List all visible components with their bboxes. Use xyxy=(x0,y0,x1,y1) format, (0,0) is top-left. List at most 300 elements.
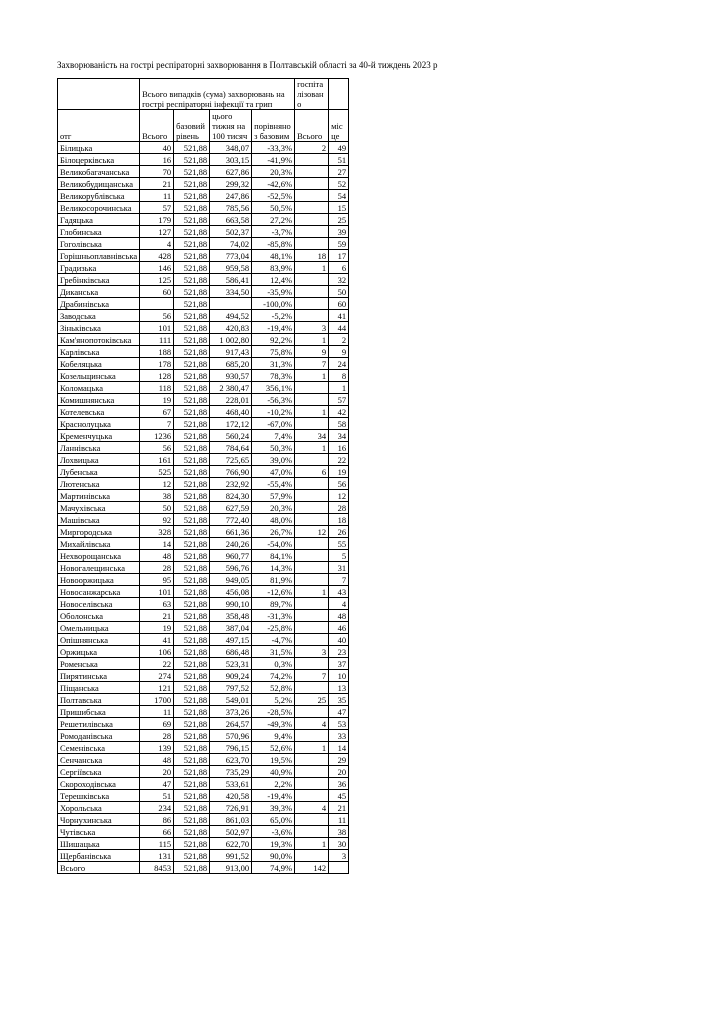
cell-per-100k: 264,57 xyxy=(210,718,252,730)
cell-vs-base: 84,1% xyxy=(252,550,295,562)
cell-vs-base: 81,9% xyxy=(252,574,295,586)
cell-place: 60 xyxy=(329,298,349,310)
cell-vs-base: -52,5% xyxy=(252,190,295,202)
cell-otg: Мачухівська xyxy=(58,502,140,514)
cell-hospitalized xyxy=(295,202,329,214)
cell-otg: Новооржицька xyxy=(58,574,140,586)
cell-hospitalized xyxy=(295,214,329,226)
cell-vs-base: 40,9% xyxy=(252,766,295,778)
cell-place: 46 xyxy=(329,622,349,634)
cell-hospitalized xyxy=(295,394,329,406)
cell-base-level: 521,88 xyxy=(174,178,210,190)
cell-total-cases: 11 xyxy=(140,190,174,202)
cell-otg: Семенівська xyxy=(58,742,140,754)
cell-place: 22 xyxy=(329,454,349,466)
cell-total-cases: 60 xyxy=(140,286,174,298)
cell-total-cases: 22 xyxy=(140,658,174,670)
cell-vs-base: -25,8% xyxy=(252,622,295,634)
cell-otg: Великосорочинська xyxy=(58,202,140,214)
cell-total-cases: 4 xyxy=(140,238,174,250)
cell-place: 21 xyxy=(329,802,349,814)
table-row xyxy=(58,634,349,646)
table-row xyxy=(58,754,349,766)
cell-place: 7 xyxy=(329,574,349,586)
cell-vs-base: 39,3% xyxy=(252,802,295,814)
cell-total-cases: 21 xyxy=(140,610,174,622)
cell-base-level: 521,88 xyxy=(174,442,210,454)
table-row xyxy=(58,838,349,850)
cell-place xyxy=(329,862,349,874)
cell-base-level: 521,88 xyxy=(174,478,210,490)
table-row xyxy=(58,418,349,430)
cell-total-cases: 47 xyxy=(140,778,174,790)
cell-hospitalized xyxy=(295,766,329,778)
cell-total-cases: 51 xyxy=(140,790,174,802)
cell-otg: Зіньківська xyxy=(58,322,140,334)
cell-otg: Хорольська xyxy=(58,802,140,814)
cell-base-level: 521,88 xyxy=(174,646,210,658)
cell-total-cases: 20 xyxy=(140,766,174,778)
cell-base-level: 521,88 xyxy=(174,490,210,502)
cell-per-100k: 334,50 xyxy=(210,286,252,298)
cell-base-level: 521,88 xyxy=(174,298,210,310)
cell-otg: Краснолуцька xyxy=(58,418,140,430)
cell-vs-base: 50,3% xyxy=(252,442,295,454)
table-row xyxy=(58,550,349,562)
table-row xyxy=(58,226,349,238)
cell-otg: Михайлівська xyxy=(58,538,140,550)
table-row xyxy=(58,358,349,370)
cell-hospitalized xyxy=(295,790,329,802)
cell-place: 33 xyxy=(329,730,349,742)
cell-total-cases: 92 xyxy=(140,514,174,526)
cell-total-cases: 63 xyxy=(140,598,174,610)
cell-hospitalized xyxy=(295,178,329,190)
cell-place: 41 xyxy=(329,310,349,322)
cell-place: 36 xyxy=(329,778,349,790)
cell-base-level: 521,88 xyxy=(174,310,210,322)
cell-vs-base: 14,3% xyxy=(252,562,295,574)
table-header-columns-row xyxy=(58,110,349,142)
table-row xyxy=(58,202,349,214)
table-row xyxy=(58,778,349,790)
cell-per-100k: 990,10 xyxy=(210,598,252,610)
cell-per-100k: 627,59 xyxy=(210,502,252,514)
cell-per-100k xyxy=(210,298,252,310)
cell-total-cases: 106 xyxy=(140,646,174,658)
cell-total-cases: 70 xyxy=(140,166,174,178)
cell-vs-base: -12,6% xyxy=(252,586,295,598)
cell-vs-base: -33,3% xyxy=(252,142,295,154)
cell-vs-base: 12,4% xyxy=(252,274,295,286)
cell-otg: Новогалещинська xyxy=(58,562,140,574)
cell-per-100k: 917,43 xyxy=(210,346,252,358)
cell-otg: Нехворощанська xyxy=(58,550,140,562)
cell-place: 51 xyxy=(329,154,349,166)
cell-hospitalized: 2 xyxy=(295,142,329,154)
table-row xyxy=(58,598,349,610)
table-row xyxy=(58,334,349,346)
cell-place: 26 xyxy=(329,526,349,538)
cell-per-100k: 560,24 xyxy=(210,430,252,442)
cell-hospitalized xyxy=(295,538,329,550)
cell-total-cases: 101 xyxy=(140,322,174,334)
cell-base-level: 521,88 xyxy=(174,262,210,274)
cell-base-level: 521,88 xyxy=(174,682,210,694)
cell-place: 2 xyxy=(329,334,349,346)
cell-otg: Оболонська xyxy=(58,610,140,622)
cell-hospitalized xyxy=(295,598,329,610)
cell-base-level: 521,88 xyxy=(174,334,210,346)
table-row xyxy=(58,538,349,550)
cell-hospitalized xyxy=(295,574,329,586)
cell-otg: Роменська xyxy=(58,658,140,670)
cell-per-100k: 785,56 xyxy=(210,202,252,214)
cell-otg: Великорублівська xyxy=(58,190,140,202)
cell-place: 11 xyxy=(329,814,349,826)
cell-place: 17 xyxy=(329,250,349,262)
header-empty-corner xyxy=(58,79,140,110)
cell-total-cases: 16 xyxy=(140,154,174,166)
cell-hospitalized xyxy=(295,286,329,298)
cell-base-level: 521,88 xyxy=(174,286,210,298)
cell-vs-base: 48,1% xyxy=(252,250,295,262)
table-row xyxy=(58,490,349,502)
cell-otg: Щербанівська xyxy=(58,850,140,862)
cell-hospitalized xyxy=(295,478,329,490)
cell-hospitalized xyxy=(295,490,329,502)
cell-base-level: 521,88 xyxy=(174,694,210,706)
cell-vs-base: 39,0% xyxy=(252,454,295,466)
cell-otg: Ланнівська xyxy=(58,442,140,454)
cell-place: 28 xyxy=(329,502,349,514)
cell-base-level: 521,88 xyxy=(174,358,210,370)
cell-vs-base: 74,2% xyxy=(252,670,295,682)
cell-otg: Терешківська xyxy=(58,790,140,802)
cell-place: 48 xyxy=(329,610,349,622)
cell-otg: Гоголівська xyxy=(58,238,140,250)
cell-otg: Чорнухинська xyxy=(58,814,140,826)
cell-total-cases: 146 xyxy=(140,262,174,274)
cell-total-cases: 48 xyxy=(140,754,174,766)
cell-per-100k: 796,15 xyxy=(210,742,252,754)
cell-otg: Сенчанська xyxy=(58,754,140,766)
table-row xyxy=(58,478,349,490)
cell-place: 6 xyxy=(329,262,349,274)
header-ghost-cell xyxy=(329,79,349,110)
cell-total-cases: 178 xyxy=(140,358,174,370)
cell-total-cases: 19 xyxy=(140,394,174,406)
cell-per-100k: 456,08 xyxy=(210,586,252,598)
cell-otg: Гадяцька xyxy=(58,214,140,226)
cell-vs-base: -3,6% xyxy=(252,826,295,838)
table-row xyxy=(58,610,349,622)
cell-hospitalized: 7 xyxy=(295,670,329,682)
cell-place: 25 xyxy=(329,214,349,226)
cell-base-level: 521,88 xyxy=(174,730,210,742)
cell-vs-base: -3,7% xyxy=(252,226,295,238)
cell-total-cases xyxy=(140,298,174,310)
cell-place: 42 xyxy=(329,406,349,418)
cell-total-cases: 21 xyxy=(140,178,174,190)
cell-total-cases: 48 xyxy=(140,550,174,562)
cell-hospitalized xyxy=(295,658,329,670)
cell-per-100k: 228,01 xyxy=(210,394,252,406)
cell-hospitalized xyxy=(295,550,329,562)
cell-per-100k: 303,15 xyxy=(210,154,252,166)
table-header xyxy=(58,79,349,142)
table-row xyxy=(58,238,349,250)
cell-hospitalized xyxy=(295,382,329,394)
cell-base-level: 521,88 xyxy=(174,454,210,466)
column-header-hospitalized-total: Всього xyxy=(295,110,329,142)
cell-place: 40 xyxy=(329,634,349,646)
cell-per-100k: 497,15 xyxy=(210,634,252,646)
cell-vs-base: -10,2% xyxy=(252,406,295,418)
cell-place: 31 xyxy=(329,562,349,574)
morbidity-table xyxy=(57,78,349,874)
cell-otg: Великобагачанська xyxy=(58,166,140,178)
cell-base-level: 521,88 xyxy=(174,406,210,418)
cell-base-level: 521,88 xyxy=(174,142,210,154)
cell-place: 32 xyxy=(329,274,349,286)
table-row xyxy=(58,850,349,862)
cell-otg: Лохвицька xyxy=(58,454,140,466)
cell-base-level: 521,88 xyxy=(174,370,210,382)
cell-hospitalized: 1 xyxy=(295,742,329,754)
cell-per-100k: 74,02 xyxy=(210,238,252,250)
cell-per-100k: 627,86 xyxy=(210,166,252,178)
cell-vs-base: -54,0% xyxy=(252,538,295,550)
cell-place: 15 xyxy=(329,202,349,214)
cell-place: 58 xyxy=(329,418,349,430)
cell-otg: Гребінківська xyxy=(58,274,140,286)
table-row xyxy=(58,466,349,478)
cell-otg: Всього xyxy=(58,862,140,874)
cell-per-100k: 420,83 xyxy=(210,322,252,334)
cell-total-cases: 8453 xyxy=(140,862,174,874)
cell-hospitalized: 1 xyxy=(295,838,329,850)
table-row xyxy=(58,562,349,574)
cell-vs-base: 356,1% xyxy=(252,382,295,394)
cell-total-cases: 28 xyxy=(140,730,174,742)
cell-hospitalized xyxy=(295,826,329,838)
cell-otg: Полтавська xyxy=(58,694,140,706)
cell-per-100k: 586,41 xyxy=(210,274,252,286)
cell-otg: Новосанжарська xyxy=(58,586,140,598)
cell-total-cases: 28 xyxy=(140,562,174,574)
table-row xyxy=(58,346,349,358)
cell-vs-base: 9,4% xyxy=(252,730,295,742)
cell-vs-base: 5,2% xyxy=(252,694,295,706)
cell-base-level: 521,88 xyxy=(174,274,210,286)
cell-per-100k: 373,26 xyxy=(210,706,252,718)
cell-base-level: 521,88 xyxy=(174,658,210,670)
cell-hospitalized xyxy=(295,682,329,694)
cell-vs-base: 2,2% xyxy=(252,778,295,790)
cell-vs-base: -85,8% xyxy=(252,238,295,250)
cell-otg: Білоцерківська xyxy=(58,154,140,166)
cell-vs-base: 26,7% xyxy=(252,526,295,538)
cell-total-cases: 161 xyxy=(140,454,174,466)
cell-per-100k: 913,00 xyxy=(210,862,252,874)
cell-otg: Котелевська xyxy=(58,406,140,418)
cell-otg: Білицька xyxy=(58,142,140,154)
cell-hospitalized xyxy=(295,778,329,790)
cell-total-cases: 50 xyxy=(140,502,174,514)
cell-hospitalized: 1 xyxy=(295,370,329,382)
cell-per-100k: 661,36 xyxy=(210,526,252,538)
cell-per-100k: 523,31 xyxy=(210,658,252,670)
table-total-row xyxy=(58,862,349,874)
cell-otg: Горішньоплавнівська xyxy=(58,250,140,262)
cell-base-level: 521,88 xyxy=(174,250,210,262)
cell-place: 23 xyxy=(329,646,349,658)
cell-per-100k: 299,32 xyxy=(210,178,252,190)
column-header-vs-base: порівняно з базовим xyxy=(252,110,295,142)
cell-per-100k: 622,70 xyxy=(210,838,252,850)
cell-hospitalized: 3 xyxy=(295,646,329,658)
cell-hospitalized xyxy=(295,298,329,310)
cell-otg: Коломацька xyxy=(58,382,140,394)
cell-hospitalized xyxy=(295,238,329,250)
cell-per-100k: 959,58 xyxy=(210,262,252,274)
cell-otg: Градизька xyxy=(58,262,140,274)
cell-total-cases: 66 xyxy=(140,826,174,838)
table-row xyxy=(58,454,349,466)
cell-base-level: 521,88 xyxy=(174,238,210,250)
cell-place: 1 xyxy=(329,382,349,394)
table-row xyxy=(58,274,349,286)
cell-vs-base: -67,0% xyxy=(252,418,295,430)
cell-base-level: 521,88 xyxy=(174,790,210,802)
cell-hospitalized: 1 xyxy=(295,586,329,598)
table-row xyxy=(58,694,349,706)
cell-place: 16 xyxy=(329,442,349,454)
cell-vs-base: 78,3% xyxy=(252,370,295,382)
cell-otg: Глобинська xyxy=(58,226,140,238)
cell-per-100k: 991,52 xyxy=(210,850,252,862)
cell-hospitalized xyxy=(295,418,329,430)
cell-hospitalized xyxy=(295,754,329,766)
table-row xyxy=(58,286,349,298)
cell-otg: Миргородська xyxy=(58,526,140,538)
table-row xyxy=(58,250,349,262)
table-row xyxy=(58,658,349,670)
cell-total-cases: 14 xyxy=(140,538,174,550)
cell-vs-base: 48,0% xyxy=(252,514,295,526)
table-row xyxy=(58,802,349,814)
table-row xyxy=(58,298,349,310)
cell-base-level: 521,88 xyxy=(174,166,210,178)
cell-base-level: 521,88 xyxy=(174,706,210,718)
cell-total-cases: 525 xyxy=(140,466,174,478)
cell-hospitalized xyxy=(295,850,329,862)
cell-vs-base: 89,7% xyxy=(252,598,295,610)
cell-otg: Оржицька xyxy=(58,646,140,658)
cell-place: 39 xyxy=(329,226,349,238)
cell-place: 18 xyxy=(329,514,349,526)
cell-per-100k: 533,61 xyxy=(210,778,252,790)
cell-per-100k: 468,40 xyxy=(210,406,252,418)
cell-place: 19 xyxy=(329,466,349,478)
cell-per-100k: 686,48 xyxy=(210,646,252,658)
table-row xyxy=(58,442,349,454)
cell-base-level: 521,88 xyxy=(174,826,210,838)
cell-hospitalized xyxy=(295,454,329,466)
cell-hospitalized: 7 xyxy=(295,358,329,370)
cell-total-cases: 56 xyxy=(140,442,174,454)
cell-hospitalized: 1 xyxy=(295,262,329,274)
cell-otg: Піщанська xyxy=(58,682,140,694)
cell-place: 47 xyxy=(329,706,349,718)
cell-base-level: 521,88 xyxy=(174,778,210,790)
cell-total-cases: 95 xyxy=(140,574,174,586)
cell-hospitalized: 4 xyxy=(295,718,329,730)
cell-per-100k: 172,12 xyxy=(210,418,252,430)
cell-hospitalized xyxy=(295,562,329,574)
cell-hospitalized: 142 xyxy=(295,862,329,874)
cell-vs-base: 52,8% xyxy=(252,682,295,694)
cell-hospitalized xyxy=(295,634,329,646)
table-row xyxy=(58,574,349,586)
cell-place: 38 xyxy=(329,826,349,838)
cell-otg: Машівська xyxy=(58,514,140,526)
cell-per-100k: 358,48 xyxy=(210,610,252,622)
cell-base-level: 521,88 xyxy=(174,418,210,430)
cell-place: 45 xyxy=(329,790,349,802)
cell-vs-base: -41,9% xyxy=(252,154,295,166)
cell-vs-base: -100,0% xyxy=(252,298,295,310)
cell-total-cases: 56 xyxy=(140,310,174,322)
cell-otg: Лютенська xyxy=(58,478,140,490)
cell-place: 3 xyxy=(329,850,349,862)
cell-vs-base: 75,8% xyxy=(252,346,295,358)
cell-vs-base: -19,4% xyxy=(252,322,295,334)
cell-per-100k: 240,26 xyxy=(210,538,252,550)
cell-place: 24 xyxy=(329,358,349,370)
table-row xyxy=(58,322,349,334)
cell-hospitalized xyxy=(295,502,329,514)
cell-otg: Диканська xyxy=(58,286,140,298)
table-row xyxy=(58,178,349,190)
cell-per-100k: 348,07 xyxy=(210,142,252,154)
header-group-cases: Всього випадків (сума) захворювань на гострі респіраторні інфекції та грип xyxy=(140,79,295,110)
cell-per-100k: 960,77 xyxy=(210,550,252,562)
cell-base-level: 521,88 xyxy=(174,766,210,778)
cell-per-100k: 663,58 xyxy=(210,214,252,226)
cell-per-100k: 494,52 xyxy=(210,310,252,322)
cell-base-level: 521,88 xyxy=(174,742,210,754)
cell-hospitalized xyxy=(295,226,329,238)
cell-otg: Кобеляцька xyxy=(58,358,140,370)
cell-vs-base: 19,3% xyxy=(252,838,295,850)
cell-per-100k: 930,57 xyxy=(210,370,252,382)
cell-place: 27 xyxy=(329,166,349,178)
column-header-otg: отг xyxy=(58,110,140,142)
cell-base-level: 521,88 xyxy=(174,322,210,334)
table-row xyxy=(58,190,349,202)
cell-hospitalized: 25 xyxy=(295,694,329,706)
table-row xyxy=(58,502,349,514)
table-row xyxy=(58,718,349,730)
cell-total-cases: 131 xyxy=(140,850,174,862)
cell-per-100k: 861,03 xyxy=(210,814,252,826)
cell-place: 52 xyxy=(329,178,349,190)
cell-base-level: 521,88 xyxy=(174,670,210,682)
table-row xyxy=(58,706,349,718)
cell-per-100k: 735,29 xyxy=(210,766,252,778)
